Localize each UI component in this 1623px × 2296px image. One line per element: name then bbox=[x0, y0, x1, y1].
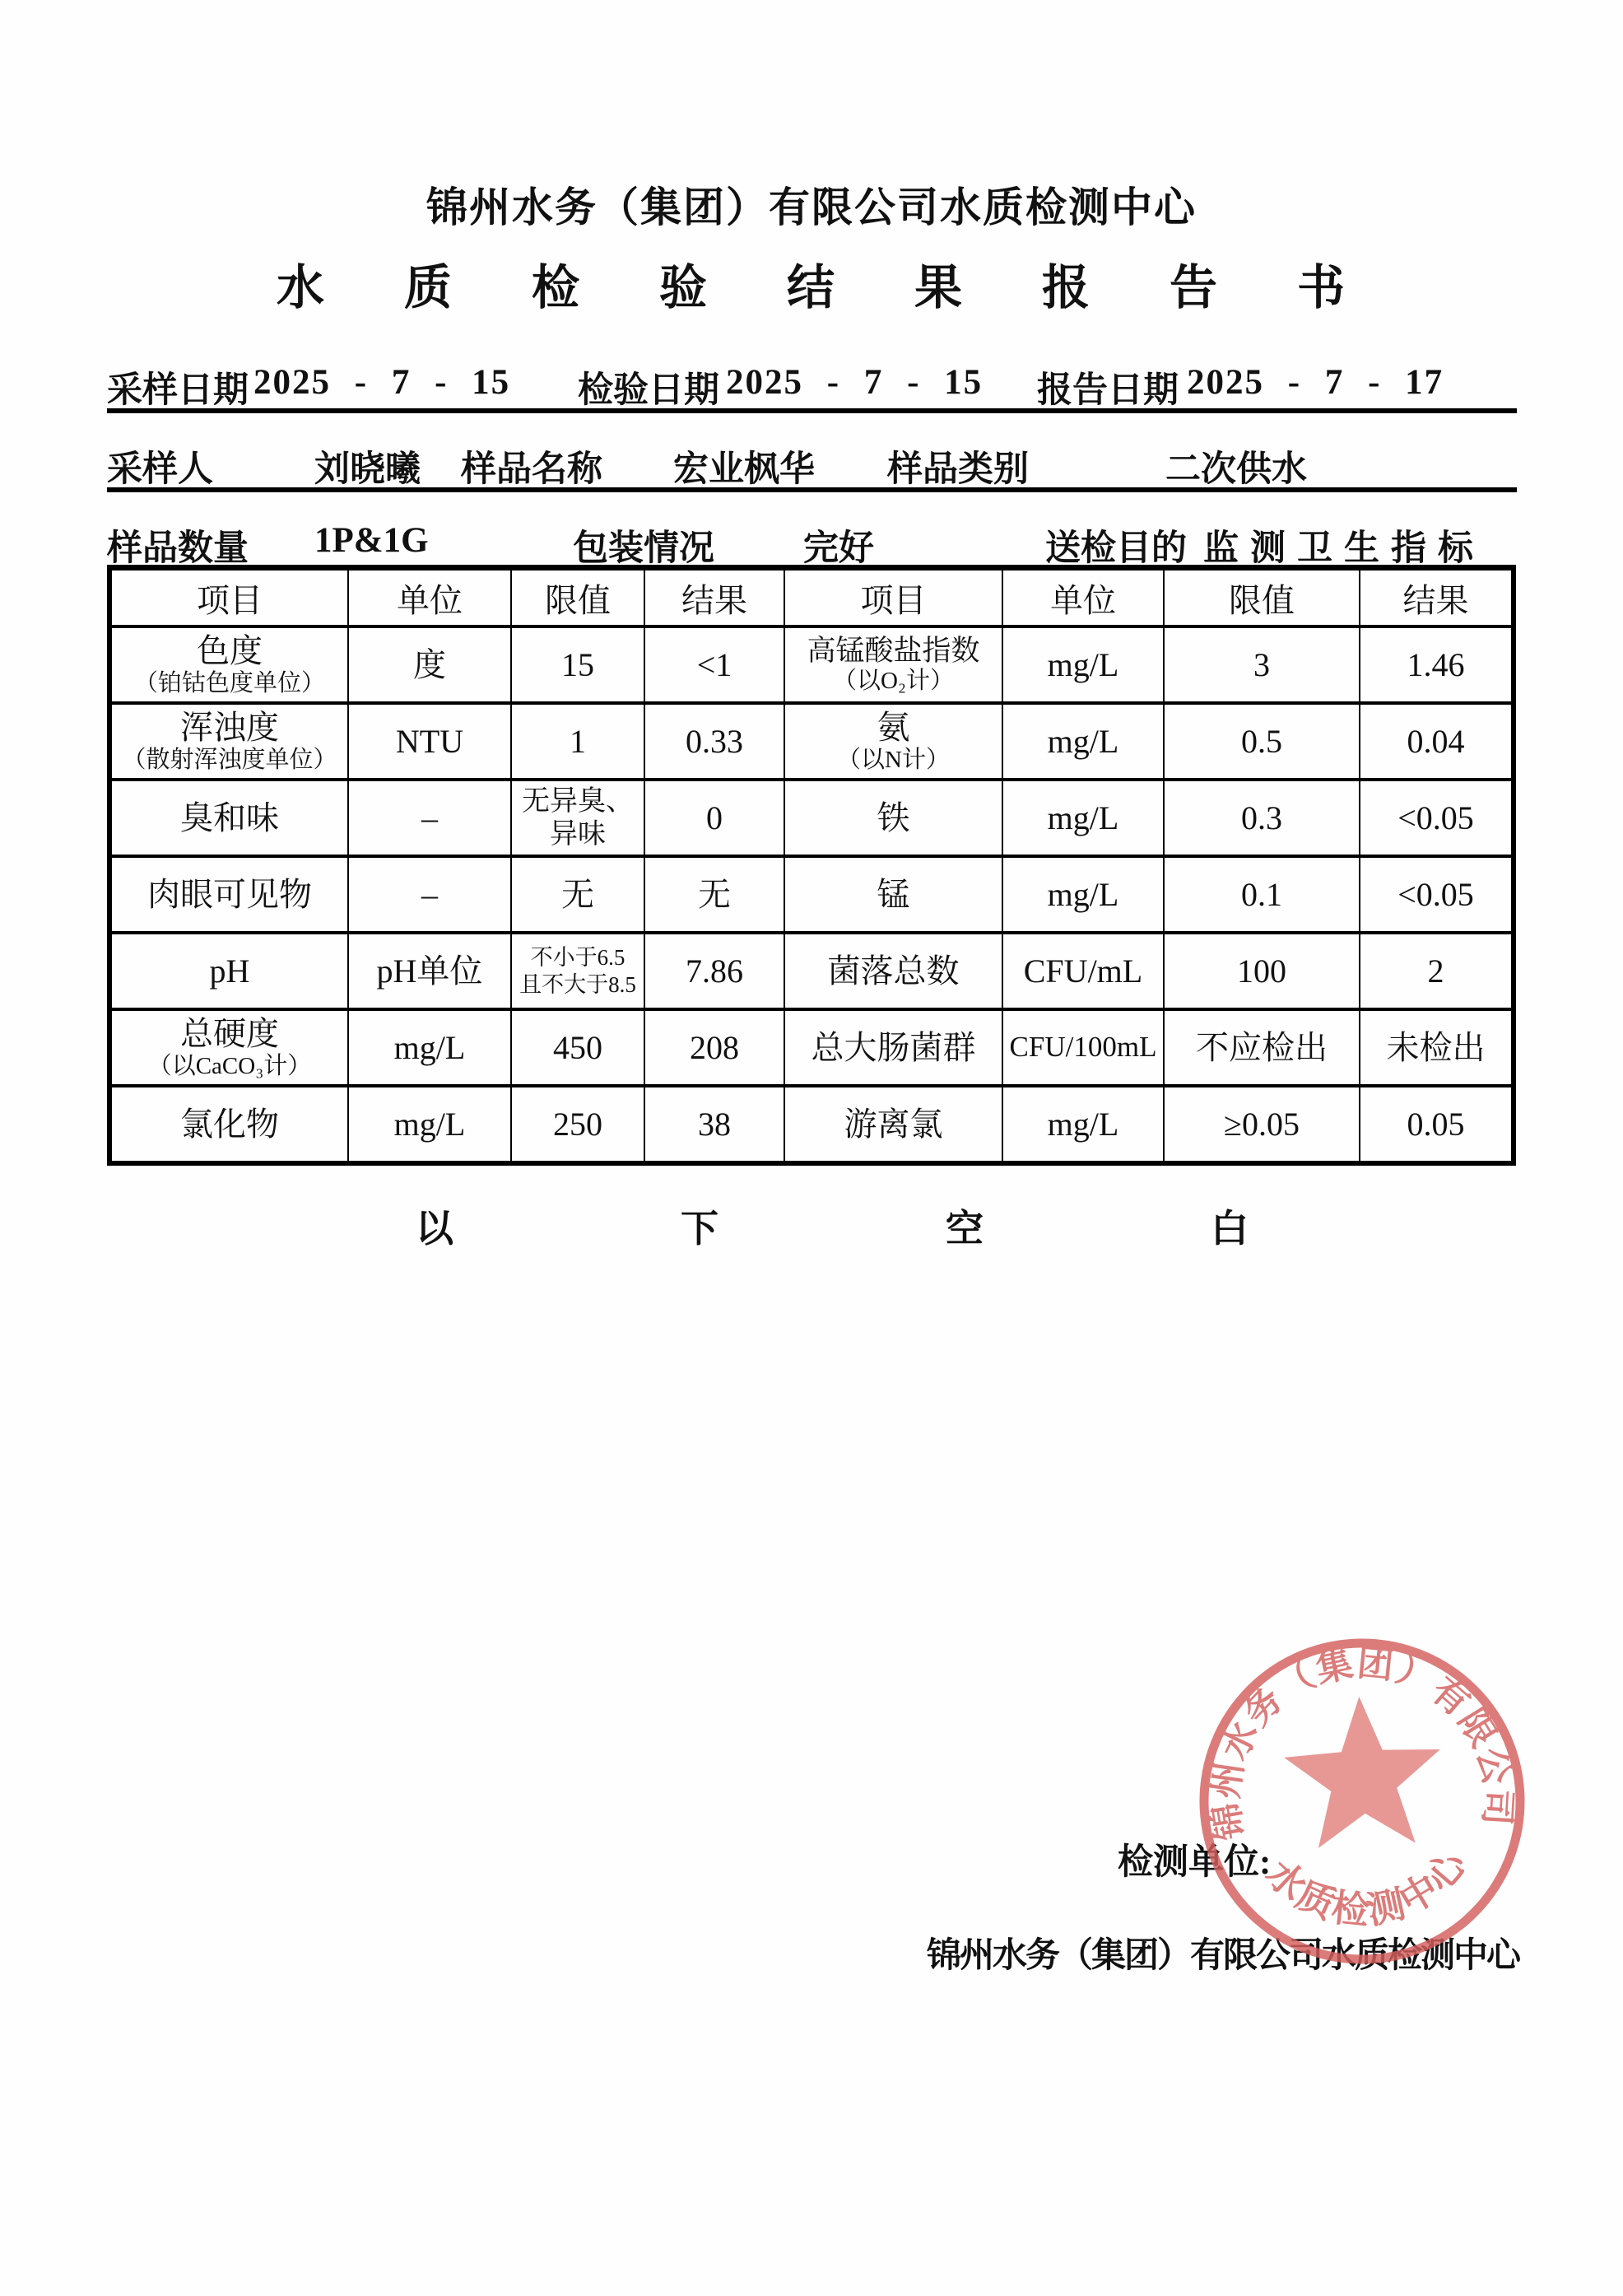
info-row-dates bbox=[107, 362, 1517, 413]
purpose-label: 送检目的 bbox=[1045, 529, 1187, 568]
cell-text: 度 bbox=[413, 645, 446, 683]
param-cell bbox=[784, 1009, 1002, 1086]
cell-text: 0 bbox=[706, 799, 723, 836]
cell-text: 2 bbox=[1427, 952, 1444, 990]
cell-text: 无异臭、 bbox=[522, 786, 634, 817]
cell-text: 臭和味 bbox=[180, 799, 279, 836]
param-cell bbox=[784, 780, 1002, 856]
header-limit: 限值 bbox=[511, 568, 644, 627]
cell-text: 3 bbox=[1253, 645, 1270, 683]
cell-text: 总大肠菌群 bbox=[811, 1028, 976, 1066]
star-icon bbox=[1281, 1693, 1444, 1850]
package-value: 完好 bbox=[803, 529, 874, 568]
cell-text: 0.1 bbox=[1241, 875, 1282, 913]
cell-text: mg/L bbox=[1047, 645, 1119, 683]
param-cell bbox=[109, 703, 348, 780]
cell-text: mg/L bbox=[1047, 1105, 1119, 1143]
header-result: 结果 bbox=[1360, 568, 1514, 627]
sampling-date-value: 2025 - 7 - 15 bbox=[253, 363, 511, 402]
param-cell bbox=[109, 933, 348, 1009]
result-cell bbox=[644, 780, 784, 856]
test-date-label: 检验日期 bbox=[578, 371, 719, 410]
unit-cell bbox=[1002, 856, 1164, 933]
sampler-label: 采样人 bbox=[107, 450, 213, 489]
cell-text: <1 bbox=[696, 645, 732, 683]
header-unit: 单位 bbox=[1002, 568, 1164, 627]
cell-subtext: （以CaCO₃计） bbox=[147, 1052, 312, 1079]
cell-text: 208 bbox=[690, 1028, 739, 1066]
cell-text: mg/L bbox=[1047, 875, 1119, 913]
result-cell bbox=[1360, 626, 1514, 703]
result-cell bbox=[644, 933, 784, 1009]
result-cell bbox=[644, 703, 784, 780]
cell-text: pH bbox=[209, 952, 250, 990]
header-unit: 单位 bbox=[348, 568, 511, 627]
cell-subtext: （以O₂计） bbox=[832, 667, 955, 694]
table-row bbox=[109, 933, 1514, 1009]
param-cell bbox=[784, 933, 1002, 1009]
cell-text: 色度 bbox=[197, 631, 263, 669]
seal-top-text: 锦州水务（集团）有限公司 bbox=[1205, 1642, 1518, 1843]
cell-text: mg/L bbox=[393, 1105, 466, 1143]
sample-type-value: 二次供水 bbox=[1165, 450, 1307, 489]
limit-cell bbox=[1164, 856, 1360, 933]
cell-text: 38 bbox=[698, 1105, 731, 1143]
cell-text: 0.05 bbox=[1407, 1105, 1465, 1143]
unit-cell bbox=[1002, 933, 1164, 1009]
header-result: 结果 bbox=[644, 568, 784, 627]
test-date-value: 2025 - 7 - 15 bbox=[726, 363, 984, 402]
sampler-value: 刘晓曦 bbox=[314, 450, 421, 489]
sample-name-value: 宏业枫华 bbox=[673, 450, 815, 489]
unit-cell bbox=[1002, 626, 1164, 703]
unit-cell bbox=[1002, 780, 1164, 856]
cell-text: 菌落总数 bbox=[827, 952, 960, 990]
unit-cell bbox=[348, 1009, 511, 1086]
cell-text: 不小于6.5 bbox=[530, 945, 625, 971]
unit-cell bbox=[1002, 1009, 1164, 1086]
param-cell bbox=[109, 1009, 348, 1086]
cell-text: 450 bbox=[553, 1028, 602, 1066]
limit-cell bbox=[1164, 1086, 1360, 1163]
cell-text: 不应检出 bbox=[1196, 1028, 1328, 1066]
purpose-value: 监测卫生指标 bbox=[1203, 529, 1485, 568]
result-cell bbox=[644, 626, 784, 703]
cell-text: 氯化物 bbox=[180, 1105, 279, 1143]
limit-cell bbox=[1164, 933, 1360, 1009]
cell-text: 氨 bbox=[877, 708, 910, 746]
limit-cell bbox=[1164, 703, 1360, 780]
organization-title: 锦州水务（集团）有限公司水质检测中心 bbox=[426, 184, 1197, 231]
cell-text: <0.05 bbox=[1397, 799, 1474, 836]
cell-text: – bbox=[421, 799, 438, 836]
limit-cell bbox=[511, 933, 644, 1009]
unit-cell bbox=[1002, 703, 1164, 780]
result-cell bbox=[1360, 933, 1514, 1009]
report-date-value: 2025 - 7 - 17 bbox=[1187, 363, 1444, 402]
sample-qty-label: 样品数量 bbox=[107, 529, 249, 568]
cell-text: 无 bbox=[698, 875, 731, 913]
result-cell bbox=[1360, 856, 1514, 933]
limit-cell bbox=[511, 626, 644, 703]
report-title: 水质检验结果报告书 bbox=[277, 261, 1425, 314]
cell-text: pH单位 bbox=[376, 952, 483, 990]
info-row-package bbox=[107, 520, 1517, 566]
package-label: 包装情况 bbox=[573, 529, 714, 568]
table-row bbox=[109, 626, 1514, 703]
cell-subtext: （以N计） bbox=[837, 746, 950, 773]
result-cell bbox=[644, 1086, 784, 1163]
table-header-row bbox=[109, 568, 1514, 627]
info-row-sample bbox=[107, 441, 1517, 492]
cell-subtext: 异味 bbox=[550, 818, 606, 850]
table-row bbox=[109, 780, 1514, 856]
cell-text: 高锰酸盐指数 bbox=[807, 634, 980, 667]
param-cell bbox=[784, 626, 1002, 703]
limit-cell bbox=[511, 1009, 644, 1086]
param-cell bbox=[109, 626, 348, 703]
cell-text: 游离氯 bbox=[844, 1105, 943, 1143]
header-item: 项目 bbox=[109, 568, 348, 627]
svg-text:水质检测中心 bbox=[1257, 1840, 1479, 1937]
seal-bottom-text: 水质检测中心 bbox=[1258, 1842, 1475, 1933]
cell-text: 未检出 bbox=[1386, 1028, 1486, 1066]
testing-unit-label: 检测单位: bbox=[1118, 1843, 1272, 1882]
cell-text: <0.05 bbox=[1397, 875, 1474, 913]
cell-text: 0.04 bbox=[1407, 722, 1465, 760]
results-table bbox=[107, 565, 1516, 1166]
header-item: 项目 bbox=[784, 568, 1002, 627]
cell-text: 0.5 bbox=[1241, 722, 1282, 760]
limit-cell bbox=[511, 1086, 644, 1163]
cell-text: 总硬度 bbox=[180, 1014, 279, 1052]
cell-text: mg/L bbox=[393, 1028, 466, 1066]
cell-text: 15 bbox=[561, 645, 594, 683]
cell-text: 1 bbox=[570, 722, 586, 760]
cell-text: CFU/mL bbox=[1023, 952, 1143, 990]
cell-text: 铁 bbox=[877, 799, 910, 836]
cell-text: NTU bbox=[395, 722, 464, 760]
sample-type-label: 样品类别 bbox=[887, 450, 1029, 489]
cell-text: 0.3 bbox=[1241, 799, 1282, 836]
cell-text: mg/L bbox=[1047, 799, 1119, 836]
table-row bbox=[109, 856, 1514, 933]
sample-qty-value: 1P&1G bbox=[314, 521, 429, 560]
report-date-label: 报告日期 bbox=[1037, 371, 1179, 410]
unit-cell bbox=[348, 1086, 511, 1163]
cell-text: 锰 bbox=[877, 875, 910, 913]
cell-subtext: （铂钴色度单位） bbox=[133, 669, 325, 696]
cell-subtext: 且不大于8.5 bbox=[519, 971, 636, 997]
limit-cell bbox=[1164, 780, 1360, 856]
cell-text: mg/L bbox=[1047, 722, 1119, 760]
param-cell bbox=[784, 703, 1002, 780]
unit-cell bbox=[1002, 1086, 1164, 1163]
cell-text: 肉眼可见物 bbox=[147, 875, 312, 913]
cell-text: ≥0.05 bbox=[1224, 1105, 1300, 1143]
result-cell bbox=[644, 856, 784, 933]
table-row bbox=[109, 1086, 1514, 1163]
unit-cell bbox=[348, 856, 511, 933]
limit-cell bbox=[511, 856, 644, 933]
cell-text: 浑浊度 bbox=[180, 708, 279, 746]
cell-text: 1.46 bbox=[1407, 645, 1465, 683]
result-cell bbox=[1360, 780, 1514, 856]
sampling-date-label: 采样日期 bbox=[107, 371, 249, 410]
result-cell bbox=[1360, 1086, 1514, 1163]
unit-cell bbox=[348, 626, 511, 703]
official-seal bbox=[1172, 1611, 1552, 1991]
result-cell bbox=[644, 1009, 784, 1086]
table-row bbox=[109, 703, 1514, 780]
limit-cell bbox=[1164, 626, 1360, 703]
unit-cell bbox=[348, 780, 511, 856]
testing-unit-name: 锦州水务（集团）有限公司水质检测中心 bbox=[927, 1937, 1520, 1975]
param-cell bbox=[109, 856, 348, 933]
cell-text: 100 bbox=[1237, 952, 1286, 990]
param-cell bbox=[109, 1086, 348, 1163]
cell-text: 0.33 bbox=[686, 722, 743, 760]
limit-cell bbox=[511, 780, 644, 856]
param-cell bbox=[109, 780, 348, 856]
result-cell bbox=[1360, 1009, 1514, 1086]
blank-below-note: 以下空白 bbox=[416, 1208, 1476, 1250]
cell-text: – bbox=[421, 875, 438, 913]
cell-text: 7.86 bbox=[686, 952, 743, 990]
result-cell bbox=[1360, 703, 1514, 780]
header-limit: 限值 bbox=[1164, 568, 1360, 627]
limit-cell bbox=[1164, 1009, 1360, 1086]
cell-subtext: （散射浑浊度单位） bbox=[122, 746, 337, 773]
unit-cell bbox=[348, 933, 511, 1009]
cell-text: CFU/100mL bbox=[1009, 1031, 1157, 1064]
cell-text: 无 bbox=[561, 875, 594, 913]
sample-name-label: 样品名称 bbox=[461, 450, 602, 489]
cell-text: 250 bbox=[553, 1105, 602, 1143]
limit-cell bbox=[511, 703, 644, 780]
param-cell bbox=[784, 1086, 1002, 1163]
unit-cell bbox=[348, 703, 511, 780]
param-cell bbox=[784, 856, 1002, 933]
table-row bbox=[109, 1009, 1514, 1086]
